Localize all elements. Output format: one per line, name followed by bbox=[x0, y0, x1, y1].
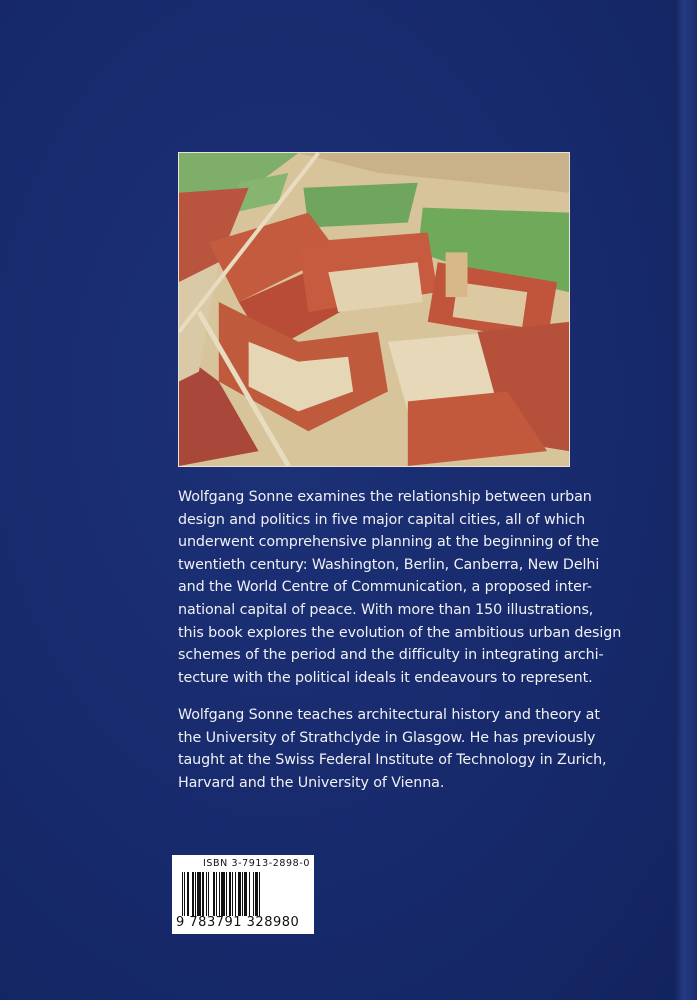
barcode-bar bbox=[187, 872, 188, 916]
book-description bbox=[178, 486, 621, 689]
barcode-bar bbox=[195, 872, 196, 916]
bio-line: the University of Strathclyde in Glasgow. He has previously bbox=[178, 729, 596, 746]
book-spine-edge bbox=[675, 0, 697, 1000]
bio-line: Wolfgang Sonne teaches architectural history and theory at bbox=[178, 707, 600, 723]
barcode-bar bbox=[249, 872, 250, 916]
barcode-bar bbox=[253, 872, 254, 916]
bio-line: Harvard and the University of Vienna. bbox=[178, 774, 445, 791]
barcode-bar bbox=[226, 872, 227, 916]
barcode-bar bbox=[206, 872, 207, 916]
barcode-bar bbox=[235, 872, 236, 916]
barcode-bar bbox=[244, 872, 246, 916]
barcode-bar bbox=[259, 872, 260, 916]
barcode-bar bbox=[242, 872, 243, 916]
cover-illustration bbox=[178, 152, 570, 467]
author-bio bbox=[178, 704, 607, 794]
description-line: this book explores the evolution of the ambitious urban design bbox=[178, 624, 622, 641]
barcode-bar bbox=[202, 872, 204, 916]
barcode-bar bbox=[216, 872, 217, 916]
barcode-bar bbox=[208, 872, 209, 916]
barcode-bar bbox=[232, 872, 233, 916]
barcode-bar bbox=[229, 872, 231, 916]
bio-line: taught at the Swiss Federal Institute of Technology in Zurich, bbox=[178, 752, 607, 769]
isbn-barcode bbox=[172, 855, 314, 934]
description-line: schemes of the period and the difficulty in integrating archi- bbox=[178, 647, 604, 664]
barcode-bars bbox=[182, 872, 310, 916]
barcode-bar bbox=[221, 872, 224, 916]
barcode-bar bbox=[184, 872, 185, 916]
barcode-bar bbox=[213, 872, 215, 916]
barcode-bar bbox=[219, 872, 220, 916]
description-line: tecture with the political ideals it endeavours to represent. bbox=[178, 669, 593, 686]
ean-number: 9 783791 328980 bbox=[176, 915, 300, 930]
barcode-bar bbox=[197, 872, 200, 916]
barcode-bar bbox=[192, 872, 194, 916]
description-line: and the World Centre of Communication, a proposed inter- bbox=[178, 579, 592, 596]
isbn-label: ISBN 3-7913-2898-0 bbox=[202, 858, 310, 869]
barcode-bar bbox=[238, 872, 241, 916]
description-line: national capital of peace. With more than 150 illustrations, bbox=[178, 601, 594, 618]
barcode-bar bbox=[255, 872, 257, 916]
description-line: Wolfgang Sonne examines the relationship between urban bbox=[178, 489, 592, 505]
barcode-bar bbox=[182, 872, 183, 916]
description-line: underwent comprehensive planning at the beginning of the bbox=[178, 534, 600, 551]
description-line: twentieth century: Washington, Berlin, Canberra, New Delhi bbox=[178, 556, 600, 573]
description-line: design and politics in five major capital cities, all of which bbox=[178, 511, 586, 528]
